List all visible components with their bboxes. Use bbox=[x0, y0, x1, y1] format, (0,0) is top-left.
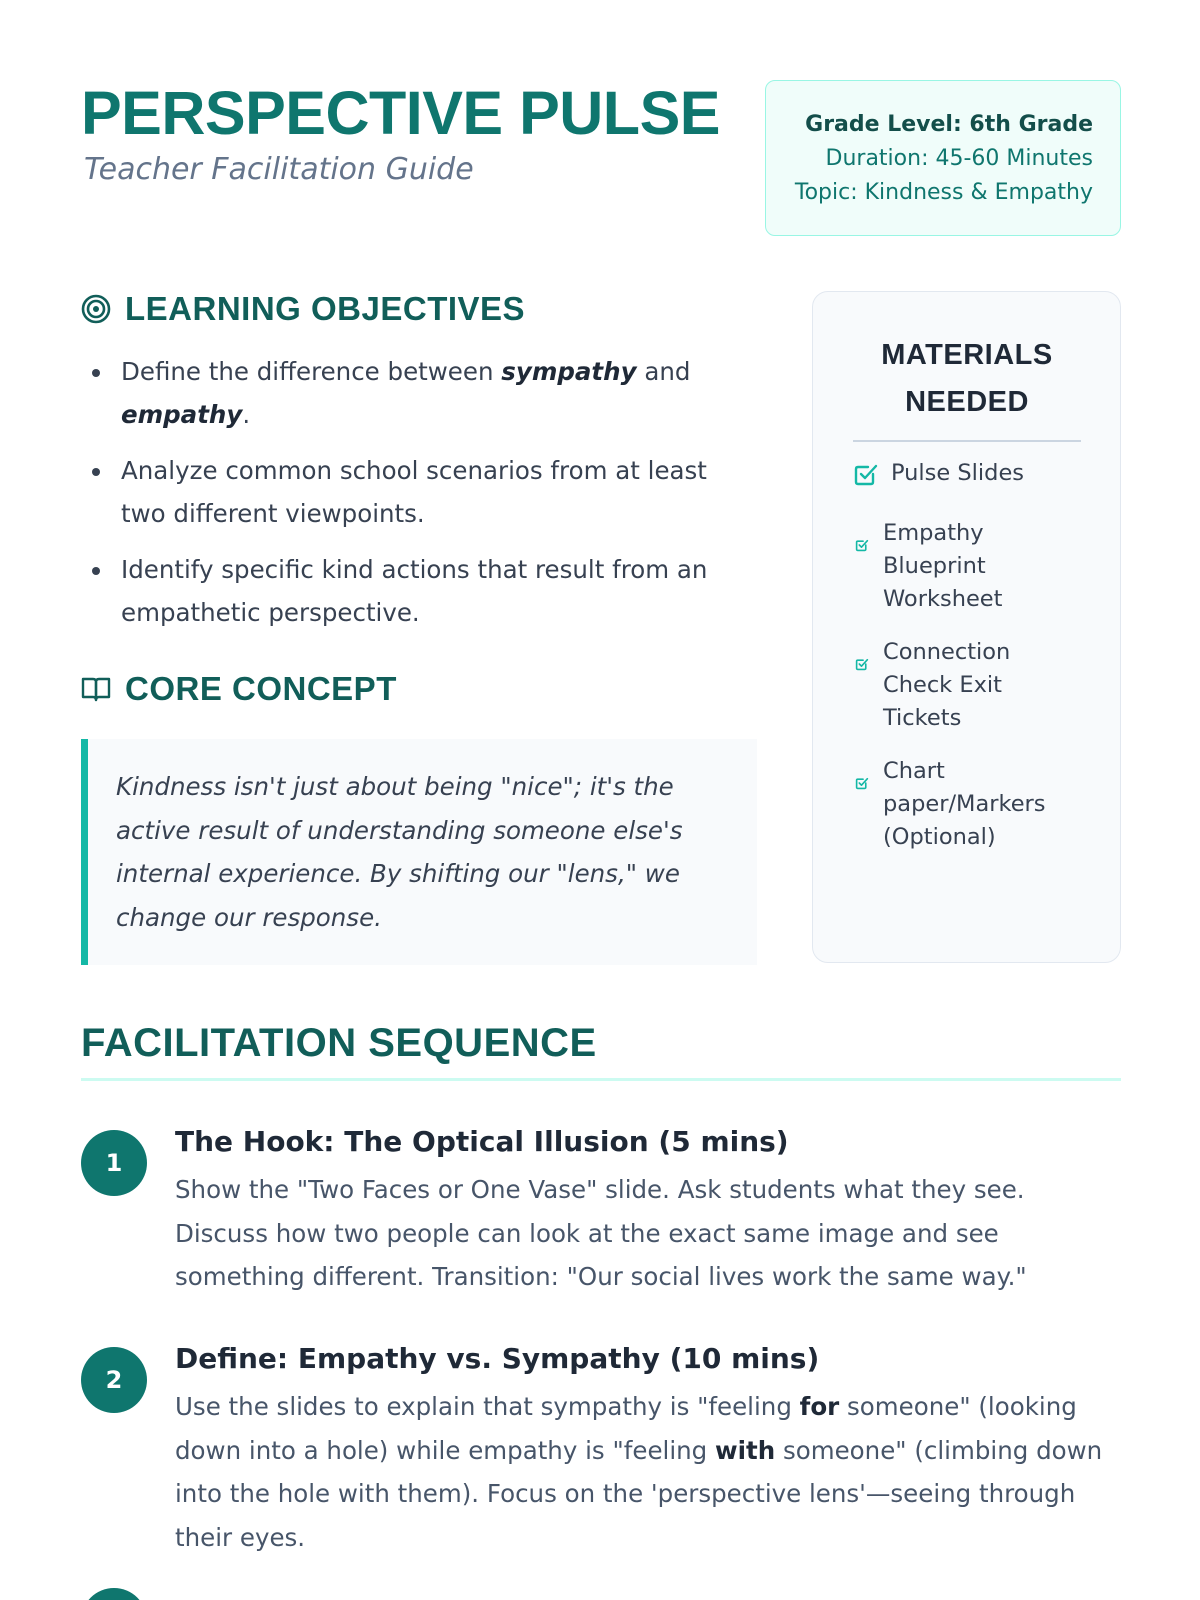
materials-list bbox=[853, 457, 1093, 874]
guide-page bbox=[81, 0, 1121, 1600]
step-title: Define: Empathy vs. Sympathy (10 mins) bbox=[175, 1342, 820, 1375]
materials-heading: MATERIALS NEEDED bbox=[881, 339, 1053, 418]
page-subtitle: Teacher Facilitation Guide bbox=[84, 152, 474, 187]
objective-text: . bbox=[242, 400, 251, 429]
objectives-list bbox=[81, 350, 741, 647]
checkbox-icon bbox=[855, 529, 869, 562]
material-label: Empathy Blueprint Worksheet bbox=[883, 520, 1003, 612]
lesson-meta-box bbox=[765, 80, 1121, 236]
step-body bbox=[175, 1385, 1125, 1559]
step-body: Show the "Two Faces or One Vase" slide. Ask students what they see. Discuss how two people can look at the exact same image and see something different. Transition: "Our social lives work the same way." bbox=[175, 1175, 1027, 1291]
step-title: The Hook: The Optical Illusion (5 mins) bbox=[175, 1125, 789, 1158]
objective-text: and bbox=[636, 357, 691, 386]
core-concept-text: Kindness isn't just about being "nice"; it's the active result of understanding someone else's internal experience. By shifting our "lens," we change our response. bbox=[116, 772, 683, 932]
step-body-text: someone" (looking down into a hole) while empathy is "feeling bbox=[175, 1392, 1077, 1465]
material-label: Pulse Slides bbox=[891, 460, 1025, 486]
open-book-icon bbox=[81, 675, 111, 703]
sequence-divider bbox=[81, 1078, 1121, 1081]
step-body-text: Use the slides to explain that sympathy is "feeling bbox=[175, 1392, 800, 1421]
core-concept-heading bbox=[81, 670, 397, 708]
objective-item: Identify specific kind actions that result from an empathetic perspective. bbox=[81, 548, 741, 634]
step-number-badge: 1 bbox=[81, 1130, 147, 1196]
grade-level: Grade Level: 6th Grade bbox=[805, 112, 1093, 137]
sequence-heading: FACILITATION SEQUENCE bbox=[81, 1021, 597, 1065]
target-icon bbox=[81, 294, 111, 324]
step-body-text: someone" (climbing down into the hole with them). Focus on the 'perspective lens'—seeing through their eyes. bbox=[175, 1435, 1103, 1552]
step-number-badge bbox=[81, 1588, 147, 1600]
material-label: Chart paper/Markers (Optional) bbox=[883, 758, 1046, 850]
material-item bbox=[853, 517, 1093, 616]
page-title: PERSPECTIVE PULSE bbox=[81, 79, 720, 147]
objectives-heading bbox=[81, 290, 525, 328]
topic: Topic: Kindness & Empathy bbox=[794, 180, 1093, 205]
material-item bbox=[853, 755, 1093, 854]
objective-item bbox=[81, 350, 741, 436]
step-number-badge: 2 bbox=[81, 1347, 147, 1413]
checkbox-icon bbox=[855, 648, 869, 681]
material-label: Connection Check Exit Tickets bbox=[883, 639, 1011, 731]
material-item bbox=[853, 457, 1093, 497]
objectives-heading-label: LEARNING OBJECTIVES bbox=[125, 290, 526, 327]
materials-card bbox=[812, 291, 1121, 963]
core-concept-heading-label: CORE CONCEPT bbox=[125, 670, 397, 707]
material-item bbox=[853, 636, 1093, 735]
materials-divider bbox=[853, 440, 1081, 442]
core-concept-callout bbox=[81, 739, 757, 965]
step-body-emphasis: for bbox=[799, 1392, 840, 1421]
checkbox-icon bbox=[853, 461, 879, 497]
objective-item: Analyze common school scenarios from at least two different viewpoints. bbox=[81, 449, 741, 535]
checkbox-icon bbox=[855, 767, 869, 800]
term-sympathy: sympathy bbox=[501, 357, 637, 386]
step-body-emphasis: with bbox=[715, 1435, 776, 1465]
term-empathy: empathy bbox=[121, 400, 243, 429]
objective-text: Define the difference between bbox=[121, 357, 502, 386]
duration: Duration: 45-60 Minutes bbox=[825, 146, 1093, 171]
